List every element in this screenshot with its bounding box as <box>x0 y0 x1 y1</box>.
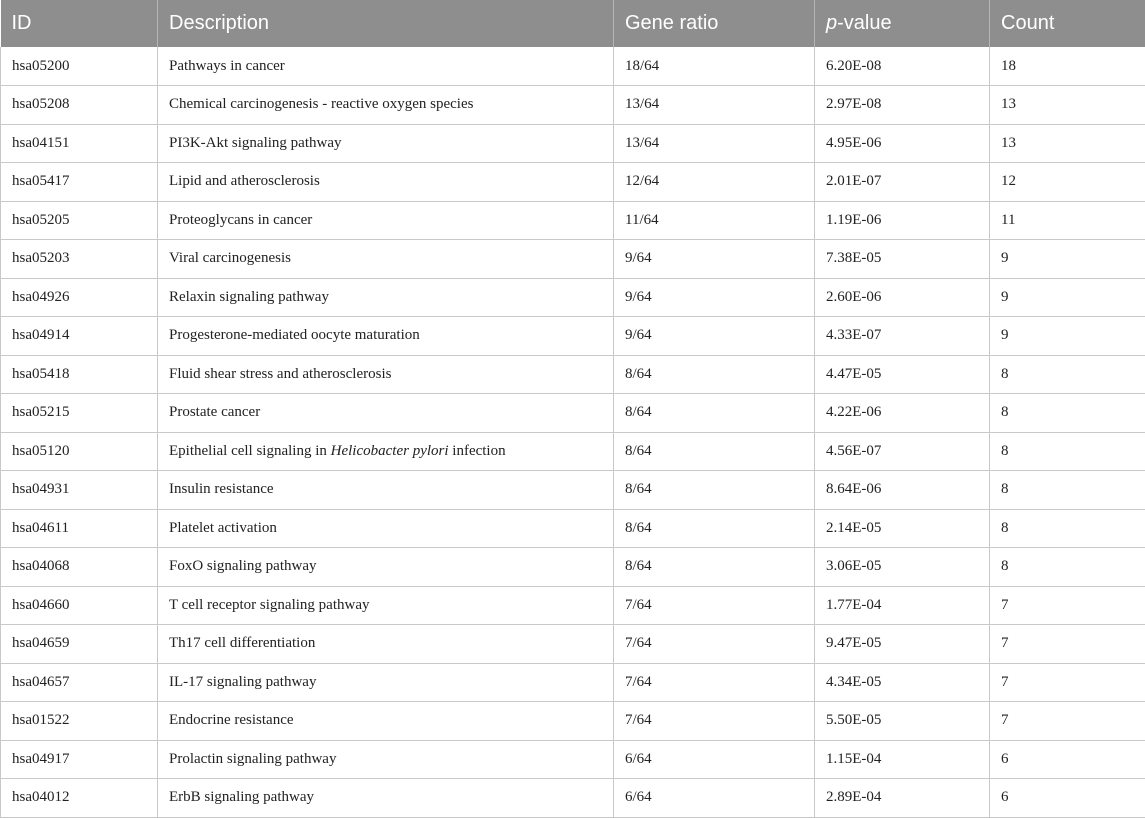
cell-description: Platelet activation <box>158 509 614 548</box>
cell-id: hsa04914 <box>1 317 158 356</box>
cell-gene-ratio: 9/64 <box>614 240 815 279</box>
cell-p-value: 2.01E-07 <box>815 163 990 202</box>
cell-id: hsa04660 <box>1 586 158 625</box>
cell-count: 9 <box>990 240 1145 279</box>
cell-id: hsa05208 <box>1 86 158 125</box>
table-row <box>1 625 1145 664</box>
cell-gene-ratio: 8/64 <box>614 548 815 587</box>
cell-description: Fluid shear stress and atherosclerosis <box>158 355 614 394</box>
table-body <box>1 47 1145 817</box>
table-row <box>1 779 1145 818</box>
cell-p-value: 1.15E-04 <box>815 740 990 779</box>
cell-gene-ratio: 12/64 <box>614 163 815 202</box>
cell-count: 7 <box>990 663 1145 702</box>
cell-description: FoxO signaling pathway <box>158 548 614 587</box>
cell-gene-ratio: 7/64 <box>614 702 815 741</box>
cell-id: hsa04926 <box>1 278 158 317</box>
table-header-row <box>1 0 1145 47</box>
cell-count: 8 <box>990 355 1145 394</box>
cell-description: Relaxin signaling pathway <box>158 278 614 317</box>
cell-gene-ratio: 6/64 <box>614 740 815 779</box>
cell-id: hsa01522 <box>1 702 158 741</box>
cell-p-value: 4.56E-07 <box>815 432 990 471</box>
cell-gene-ratio: 8/64 <box>614 394 815 433</box>
cell-description: Chemical carcinogenesis - reactive oxygen species <box>158 86 614 125</box>
cell-id: hsa05120 <box>1 432 158 471</box>
cell-p-value: 2.60E-06 <box>815 278 990 317</box>
table-row <box>1 124 1145 163</box>
description-species-italic: Helicobacter pylori <box>330 442 449 459</box>
table-row <box>1 586 1145 625</box>
cell-description: Th17 cell differentiation <box>158 625 614 664</box>
cell-description: Pathways in cancer <box>158 47 614 86</box>
cell-id: hsa04611 <box>1 509 158 548</box>
cell-p-value: 4.47E-05 <box>815 355 990 394</box>
cell-description: Prostate cancer <box>158 394 614 433</box>
cell-count: 8 <box>990 471 1145 510</box>
cell-gene-ratio: 7/64 <box>614 625 815 664</box>
table-row <box>1 740 1145 779</box>
cell-id: hsa05418 <box>1 355 158 394</box>
cell-gene-ratio: 18/64 <box>614 47 815 86</box>
cell-count: 13 <box>990 124 1145 163</box>
cell-gene-ratio: 13/64 <box>614 124 815 163</box>
cell-count: 8 <box>990 432 1145 471</box>
cell-p-value: 8.64E-06 <box>815 471 990 510</box>
cell-gene-ratio: 7/64 <box>614 663 815 702</box>
cell-p-value: 4.34E-05 <box>815 663 990 702</box>
cell-p-value: 2.97E-08 <box>815 86 990 125</box>
table-row <box>1 86 1145 125</box>
cell-gene-ratio: 11/64 <box>614 201 815 240</box>
cell-p-value: 4.33E-07 <box>815 317 990 356</box>
cell-id: hsa04068 <box>1 548 158 587</box>
cell-count: 11 <box>990 201 1145 240</box>
cell-gene-ratio: 8/64 <box>614 509 815 548</box>
table-row <box>1 47 1145 86</box>
cell-p-value: 3.06E-05 <box>815 548 990 587</box>
cell-count: 8 <box>990 509 1145 548</box>
table-row <box>1 355 1145 394</box>
cell-description: T cell receptor signaling pathway <box>158 586 614 625</box>
cell-description: PI3K-Akt signaling pathway <box>158 124 614 163</box>
cell-id: hsa04659 <box>1 625 158 664</box>
cell-id: hsa04657 <box>1 663 158 702</box>
cell-count: 7 <box>990 586 1145 625</box>
cell-id: hsa04012 <box>1 779 158 818</box>
cell-description: IL-17 signaling pathway <box>158 663 614 702</box>
header-p-value-rest: -value <box>837 12 892 34</box>
cell-id: hsa05417 <box>1 163 158 202</box>
cell-description: Endocrine resistance <box>158 702 614 741</box>
table-row <box>1 702 1145 741</box>
cell-id: hsa04931 <box>1 471 158 510</box>
cell-p-value: 6.20E-08 <box>815 47 990 86</box>
cell-id: hsa05205 <box>1 201 158 240</box>
cell-count: 12 <box>990 163 1145 202</box>
cell-p-value: 4.22E-06 <box>815 394 990 433</box>
table-row <box>1 548 1145 587</box>
header-count: Count <box>1001 12 1055 34</box>
cell-gene-ratio: 8/64 <box>614 355 815 394</box>
cell-count: 7 <box>990 625 1145 664</box>
cell-description: Prolactin signaling pathway <box>158 740 614 779</box>
cell-count: 8 <box>990 394 1145 433</box>
cell-gene-ratio: 8/64 <box>614 471 815 510</box>
cell-p-value: 9.47E-05 <box>815 625 990 664</box>
cell-description: Viral carcinogenesis <box>158 240 614 279</box>
cell-count: 8 <box>990 548 1145 587</box>
table-row <box>1 663 1145 702</box>
cell-count: 6 <box>990 779 1145 818</box>
cell-p-value: 1.77E-04 <box>815 586 990 625</box>
cell-p-value: 5.50E-05 <box>815 702 990 741</box>
table-row <box>1 509 1145 548</box>
cell-id: hsa05215 <box>1 394 158 433</box>
table-row <box>1 278 1145 317</box>
table-row <box>1 201 1145 240</box>
cell-count: 13 <box>990 86 1145 125</box>
table-row <box>1 240 1145 279</box>
header-id: ID <box>1 0 158 47</box>
cell-p-value: 7.38E-05 <box>815 240 990 279</box>
cell-description: Proteoglycans in cancer <box>158 201 614 240</box>
cell-p-value: 4.95E-06 <box>815 124 990 163</box>
table-row <box>1 432 1145 471</box>
cell-gene-ratio: 7/64 <box>614 586 815 625</box>
header-p-value-italic: p <box>826 12 838 34</box>
cell-description: Lipid and atherosclerosis <box>158 163 614 202</box>
table-row <box>1 317 1145 356</box>
cell-id: hsa04151 <box>1 124 158 163</box>
table-row <box>1 163 1145 202</box>
cell-gene-ratio: 13/64 <box>614 86 815 125</box>
cell-description: Insulin resistance <box>158 471 614 510</box>
cell-count: 18 <box>990 47 1145 86</box>
cell-gene-ratio: 9/64 <box>614 278 815 317</box>
cell-count: 9 <box>990 317 1145 356</box>
cell-count: 9 <box>990 278 1145 317</box>
cell-p-value: 2.14E-05 <box>815 509 990 548</box>
cell-gene-ratio: 9/64 <box>614 317 815 356</box>
cell-description: ErbB signaling pathway <box>158 779 614 818</box>
header-description: Description <box>158 0 614 47</box>
description-part: Epithelial cell signaling in <box>169 442 331 459</box>
cell-p-value: 1.19E-06 <box>815 201 990 240</box>
header-gene-ratio: Gene ratio <box>614 0 815 47</box>
cell-gene-ratio: 6/64 <box>614 779 815 818</box>
cell-description <box>158 432 614 471</box>
table-row <box>1 394 1145 433</box>
cell-p-value: 2.89E-04 <box>815 779 990 818</box>
cell-gene-ratio: 8/64 <box>614 432 815 471</box>
cell-id: hsa05203 <box>1 240 158 279</box>
cell-count: 7 <box>990 702 1145 741</box>
header-p-value <box>815 0 990 47</box>
description-part: infection <box>448 442 506 459</box>
cell-id: hsa04917 <box>1 740 158 779</box>
table-row <box>1 471 1145 510</box>
cell-description: Progesterone-mediated oocyte maturation <box>158 317 614 356</box>
cell-count: 6 <box>990 740 1145 779</box>
cell-id: hsa05200 <box>1 47 158 86</box>
